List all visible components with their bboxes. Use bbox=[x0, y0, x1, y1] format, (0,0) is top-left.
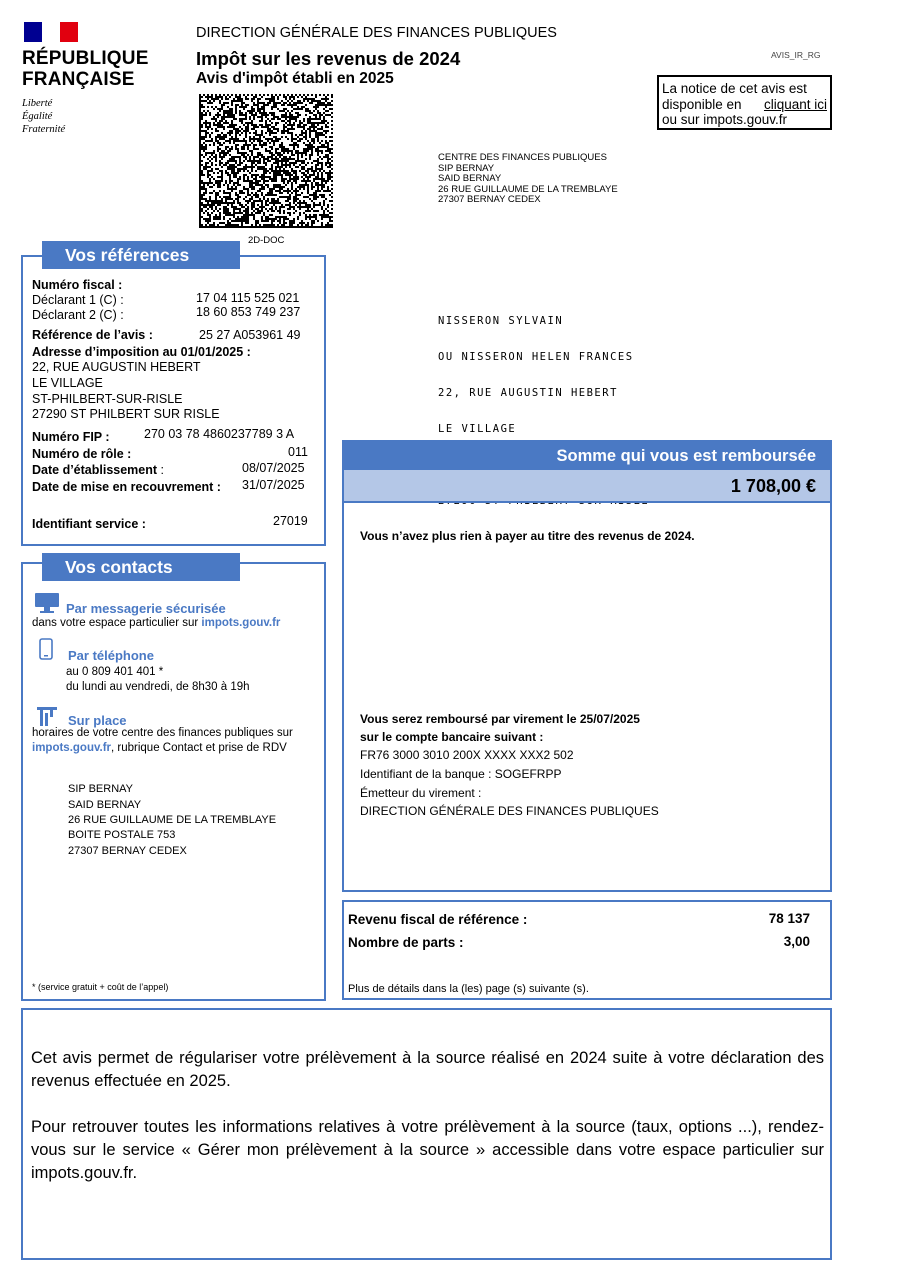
service-label: Identifiant service : bbox=[32, 517, 146, 531]
emetteur-value: DIRECTION GÉNÉRALE DES FINANCES PUBLIQUES bbox=[360, 804, 659, 818]
contacts-box bbox=[21, 562, 326, 1001]
place-text2: impots.gouv.fr, rubrique Contact et prise de RDV bbox=[32, 742, 287, 754]
references-box bbox=[21, 255, 326, 546]
emetteur-label: Émetteur du virement : bbox=[360, 786, 482, 800]
messagerie-title: Par messagerie sécurisée bbox=[66, 601, 226, 616]
counter-desk-icon bbox=[36, 705, 58, 727]
fip-value: 270 03 78 4860237789 3 A bbox=[144, 427, 295, 441]
contacts-tab: Vos contacts bbox=[42, 553, 240, 581]
refund-header: Somme qui vous est remboursée bbox=[344, 442, 830, 470]
parts-value: 3,00 bbox=[783, 934, 810, 949]
adresse-line: ST-PHILBERT-SUR-RISLE bbox=[32, 392, 183, 406]
etab-value: 08/07/2025 bbox=[242, 461, 305, 475]
rfr-box bbox=[342, 900, 832, 1000]
bank-id: Identifiant de la banque : SOGEFRPP bbox=[360, 767, 562, 781]
iban: FR76 3000 3010 200X XXXX XXX2 502 bbox=[360, 748, 574, 762]
contact-address-line: 27307 BERNAY CEDEX bbox=[68, 845, 187, 857]
recouv-label: Date de mise en recouvrement : bbox=[32, 480, 221, 494]
dgfip-heading: DIRECTION GÉNÉRALE DES FINANCES PUBLIQUES bbox=[196, 25, 557, 41]
republique-francaise-logo bbox=[20, 18, 152, 136]
notice-line3: ou sur impots.gouv.fr bbox=[662, 112, 788, 127]
logo-title: RÉPUBLIQUE FRANÇAISE bbox=[22, 48, 149, 90]
telephone-hours: du lundi au vendredi, de 8h30 à 19h bbox=[66, 681, 250, 693]
page-title: Impôt sur les revenus de 2024 bbox=[196, 48, 461, 69]
details-note: Plus de détails dans la (les) page (s) suivante (s). bbox=[348, 983, 589, 995]
adresse-label: Adresse d’imposition au 01/01/2025 : bbox=[32, 345, 251, 359]
recouv-value: 31/07/2025 bbox=[242, 478, 305, 492]
virement-line1: Vous serez remboursé par virement le 25/07/2025 bbox=[360, 712, 640, 726]
information-box bbox=[21, 1008, 832, 1260]
fip-label: Numéro FIP : bbox=[32, 430, 110, 444]
avis-code: AVIS_IR_RG bbox=[771, 50, 821, 60]
contact-address-line: SIP BERNAY bbox=[68, 783, 134, 795]
impots-link[interactable]: impots.gouv.fr bbox=[201, 617, 281, 629]
role-value: 011 bbox=[288, 445, 308, 459]
service-value: 27019 bbox=[273, 514, 308, 528]
contact-address-line: BOITE POSTALE 753 bbox=[68, 829, 176, 841]
telephone-title: Par téléphone bbox=[68, 648, 154, 663]
footnote: * (service gratuit + coût de l’appel) bbox=[32, 982, 169, 992]
notice-line1: La notice de cet avis est bbox=[662, 81, 807, 96]
info-paragraph-1: Cet avis permet de régulariser votre prélèvement à la source réalisé en 2024 suite à votre déclaration des revenus effectuée en 2025. bbox=[31, 1049, 824, 1090]
rfr-label: Revenu fiscal de référence : bbox=[348, 912, 528, 927]
rfr-value: 78 137 bbox=[768, 911, 810, 926]
contact-address-line: 26 RUE GUILLAUME DE LA TREMBLAYE bbox=[68, 814, 277, 826]
numero-fiscal-label: Numéro fiscal : bbox=[32, 278, 123, 292]
logo-motto: Liberté Égalité Fraternité bbox=[22, 98, 66, 135]
adresse-line: 27290 ST PHILBERT SUR RISLE bbox=[32, 407, 220, 421]
declarant1-label: Déclarant 1 (C) : bbox=[32, 293, 124, 307]
virement-line2: sur le compte bancaire suivant : bbox=[360, 730, 544, 744]
marianne-flag-icon bbox=[24, 22, 78, 42]
nothing-to-pay: Vous n’avez plus rien à payer au titre des revenus de 2024. bbox=[360, 529, 695, 543]
centre-address: CENTRE DES FINANCES PUBLIQUES SIP BERNAY SAID BERNAY 26 RUE GUILLAUME DE LA TREMBLAYE 27307 BERNAY CEDEX bbox=[438, 152, 618, 205]
refund-amount: 1 708,00 € bbox=[344, 470, 830, 503]
etab-label-row: Date d’établissement : bbox=[32, 463, 164, 477]
page-subtitle: Avis d'impôt établi en 2025 bbox=[196, 70, 394, 87]
place-title: Sur place bbox=[68, 713, 127, 728]
notice-link[interactable]: cliquant ici bbox=[763, 96, 827, 112]
computer-icon bbox=[34, 592, 60, 614]
declarant1-value: 17 04 115 525 021 bbox=[196, 291, 300, 305]
place-text1: horaires de votre centre des finances publiques sur bbox=[32, 727, 293, 739]
declarant2-label: Déclarant 2 (C) : bbox=[32, 308, 124, 322]
telephone-number: au 0 809 401 401 * bbox=[66, 666, 164, 678]
refund-box bbox=[342, 440, 832, 892]
notice-line2: disponible en cliquant ici bbox=[662, 96, 827, 112]
references-tab: Vos références bbox=[42, 241, 240, 269]
barcode-label: 2D-DOC bbox=[248, 235, 285, 246]
2d-doc-barcode-icon bbox=[199, 94, 333, 228]
ref-avis-label: Référence de l’avis : bbox=[32, 328, 153, 342]
adresse-line: 22, RUE AUGUSTIN HEBERT bbox=[32, 360, 201, 374]
messagerie-text: dans votre espace particulier sur impots.gouv.fr bbox=[32, 617, 281, 629]
contact-address-line: SAID BERNAY bbox=[68, 799, 142, 811]
notice-box bbox=[657, 75, 832, 130]
impots-link[interactable]: impots.gouv.fr bbox=[32, 742, 112, 754]
parts-label: Nombre de parts : bbox=[348, 935, 464, 950]
adresse-line: LE VILLAGE bbox=[32, 376, 103, 390]
phone-icon bbox=[39, 638, 53, 660]
role-label: Numéro de rôle : bbox=[32, 447, 132, 461]
declarant2-value: 18 60 853 749 237 bbox=[196, 305, 301, 319]
info-paragraph-2: Pour retrouver toutes les informations relatives à votre prélèvement à la source (taux, options ...), rendez-vous sur le service « Gérer mon prélèvement à la source » accessible dans votre espace particulier sur impots.gouv.fr. bbox=[31, 1118, 824, 1182]
ref-avis-value: 25 27 A053961 49 bbox=[199, 328, 301, 342]
recipient-address: NISSERON SYLVAIN OU NISSERON HELEN FRANCES 22, RUE AUGUSTIN HEBERT LE VILLAGE bbox=[438, 315, 634, 435]
